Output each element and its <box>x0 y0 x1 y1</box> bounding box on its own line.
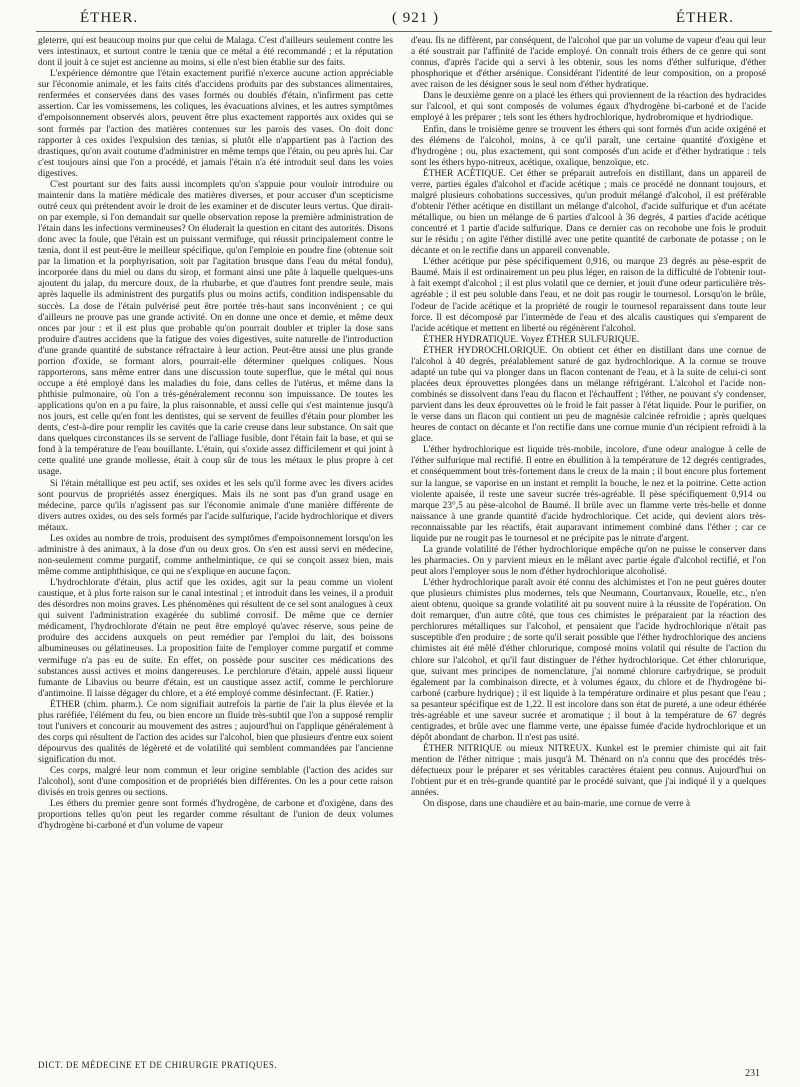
header-rule <box>36 31 772 32</box>
paragraph: L'hydrochlorate d'étain, plus actif que les oxides, agit sur la peau comme un violent caustique, et à plus forte raison sur le canal intestinal ; et introduit dans les veines, il a produit des désordres non moins graves. Les phénomènes qui résultent de ce sel sont analogues à ceux qui suivent l'administration exagérée du sublimé corrosif. De même que ce dernier médicament, l'hydrochlorate d'étain ne peut être employé qu'avec réserve, sous peine de produire des accidens auxquels on peut remédier par l'emploi du lait, des boissons albumineuses ou gélatineuses. La proposition faite de l'employer comme purgatif et comme vermifuge n'a pas eu de suite. En effet, on possède pour susciter ces médications des substances aussi actives et moins dangereuses. Le perchlorure d'étain, appelé aussi liqueur fumante de Libavius ou beurre d'étain, est un caustique assez actif, comme le perchlorure d'antimoine. Il laisse dégager du chlore, et a été employé comme désinfectant. (F. Ratier.) <box>38 578 393 699</box>
paragraph: On dispose, dans une chaudière et au bain-marie, une cornue de verre à <box>423 799 691 810</box>
paragraph: L'éther acétique pur pèse spécifiquement 0,916, ou marque 23 degrés au pèse-esprit de Baumé. Mais il est ordinairement un peu plus léger, en raison de la difficulté de l'obtenir tout-à fait exempt d'alcohol ; il est plus volatil que ce dernier, et jouit d'une odeur particulière très-agréable ; il est peu soluble dans l'eau, et ne doit pas rougir le tournesol. Lorsqu'on le brûle, l'odeur de l'acide acétique et la propriété de rougir le tournesol reparaissent dans toute leur force. Il est décomposé par l'intermède de l'eau et des alcalis caustiques qui s'emparent de l'acide acétique et mettent en liberté ou régénèrent l'alcohol. <box>411 257 766 334</box>
running-header <box>40 8 774 30</box>
right-column <box>411 36 766 1066</box>
header-right-title: ÉTHER. <box>675 10 734 26</box>
header-left-title: ÉTHER. <box>80 10 139 26</box>
paragraph: C'est pourtant sur des faits aussi incomplets qu'on s'appuie pour vouloir introduire ou maintenir dans la matière médicale des matières diverses, et pour accuser d'un scepticisme outré ceux qui prétendent avoir le droit de les examiner et de discuter leurs vertus. Que dirait-on par exemple, si l'on demandait sur quelle observation repose la première administration de l'étain dans les infections vermineuses? On éluderait la question en citant des autorités. Disons donc avec la foule, que l'étain est un puissant vermifuge, qui réussit principalement contre le tænia, dont il est peut-être le meilleur spécifique, qu'on l'emploie en poudre fine (obtenue soit par la limation et la porphyrisation, soit par l'agitation brusque dans l'eau du métal fondu), incorporée dans du miel ou dans du sirop, et formant ainsi une pâte à laquelle quelques-uns ajoutent du jalap, du mercure doux, de la rhubarbe, et que d'autres font prendre seule, mais après laquelle ils administrent des purgatifs plus ou moins actifs, condition indispensable du succès. La dose de l'étain pulvérisé peut être portée très-haut sans inconvénient ; ce qui d'ailleurs ne prouve pas une grande activité. On en donne une once et demie, et même deux onces par jour : et il est plus que probable qu'on pourrait doubler et tripler la dose sans produire d'autres accidens que la fatigue des voies digestives, suite naturelle de l'introduction d'une grande quantité de substance réfractaire à leur action. Peut-être aussi une plus grande portion d'oxide, se formant alors, pourrait-elle déterminer quelques coliques. Nous rapporterons, sans même entrer dans une discussion toute superflue, que le métal qui nous occupe a été employé dans les maladies du foie, dans celles de l'utérus, et même dans la phthisie pulmonaire, où l'on a très-généralement reconnu son impuissance. De toutes les applications qu'on en a pu faire, la plus raisonnable, et aussi celle qui s'est maintenue jusqu'à nos jours, est celle qu'en font les dentistes, qui se servent de feuilles d'étain pour plomber les dents, c'est-à-dire pour remplir les cavités que la carie creuse dans leur substance. On sait que dans quelques circonstances ils se servent de l'alliage fusible, dont l'étain fait la base, et qui se fond à la température de l'eau bouillante. L'étain, qui s'oxide assez difficilement et qui joint à cette qualité une grande mollesse, était à coup sûr de tous les métaux le plus propre à cet usage. <box>38 179 393 478</box>
paragraph: ÉTHER (chim. pharm.). Ce nom signifiait autrefois la partie de l'air la plus élevée et la plus raréfiée, l'élément du feu, ou bien encore un fluide très-subtil que l'on a supposé remplir tout l'univers et concourir au mouvement des astres ; aujourd'hui on l'applique généralement à des corps qui résultent de l'action des acides sur l'alcohol, bien que plusieurs d'entre eux soient dépourvus des qualités de légèreté et de volatilité qui semblent commandées par l'ancienne signification du mot. <box>38 699 393 766</box>
paragraph: d'eau. Ils ne diffèrent, par conséquent, de l'alcohol que par un volume de vapeur d'eau qui leur a été soustrait par l'affinité de l'acide employé. On connaît trois éthers de ce genre qui sont connus, d'après l'acide qui a servi à les obtenir, sous les noms d'éther sulfurique, d'éther phosphorique et d'éther arsénique. Considérant l'identité de leur composition, on a proposé avec raison de les désigner sous le seul nom d'éther hydratique. <box>411 36 766 91</box>
paragraph: L'éther hydrochlorique paraît avoir été connu des alchimistes et l'on ne peut guères douter que plusieurs chimistes plus modernes, tels que Neumann, Courtanvaux, Rouelle, etc., n'en aient obtenu, quoique sa grande volatilité ait pu souvent nuire à la réussite de l'opération. On doit remarquer, d'un autre côté, que tous ces chimistes le préparaient par la réaction des perchlorures métalliques sur l'alcohol, et pensaient que l'acide hydrochlorique n'était pas susceptible d'en produire ; de sorte qu'il serait possible que l'éther hydrochlorique des anciens chimistes ait été mêlé d'éther chlorurique, composé moins volatil qui résulte de l'action du chlore sur l'alcohol, et qu'il faut distinguer de l'éther hydrochlorique. Cet éther chlorurique, que, suivant mes principes de nomenclature, j'ai nommé chlorure carbydrique, se produit également par la combinaison directe, et à volumes égaux, du chlore et de l'hydrogène bi-carboné (carbure hydrique) ; il est liquide à la température ordinaire et plus pesant que l'eau ; sa pesanteur spécifique est de 1,22. Il est incolore dans son état de pureté, a une odeur éthérée très-agréable et une saveur sucrée et aromatique ; il bout à la température de 67 degrés centigrades, et brûle avec une flamme verte, une épaisse fumée d'acide hydrochlorique et un dépôt abondant de charbon. Il n'est pas usité. <box>411 578 766 743</box>
paragraph: Enfin, dans le troisième genre se trouvent les éthers qui sont formés d'un acide oxigéné et des élémens de l'alcohol, moins, à ce qu'il paraît, une certaine quantité d'oxigène et d'hydrogène ; ou, plus exactement, qui sont composés d'un acide et d'éther hydratique : tels sont les éthers hypo-nitreux, acétique, oxalique, benzoïque, etc. <box>411 124 766 168</box>
paragraph: ÉTHER HYDROCHLORIQUE. On obtient cet éther en distillant dans une cornue de l'alcohol à 40 degrés, préalablement saturé de gaz hydrochlorique. A la cornue se trouve adapté un tube qui va plonger dans un flacon contenant de l'eau, et à la suite de celui-ci sont placées deux éprouvettes plongées dans un mélange réfrigérant. L'alcohol et l'acide non-combinés se dissolvent dans l'eau du flacon et l'échauffent ; l'éther, ne pouvant s'y condenser, parvient dans les deux éprouvettes où le froid le fait passer à l'état liquide. Pour le purifier, on le verse dans un flacon qui contient un peu de magnésie calcinée refroidie ; après quelques heures de contact on décante et l'on rectifie dans une cornue munie d'un récipient refroidi à la glace. <box>411 345 766 445</box>
paragraph: Les éthers du premier genre sont formés d'hydrogène, de carbone et d'oxigène, dans des proportions telles qu'on peut les regarder comme résultant de l'union de deux volumes d'hydrogène bi-carboné et d'un volume de vapeur <box>38 799 393 832</box>
paragraph: ÉTHER NITRIQUE ou mieux NITREUX. Kunkel est le premier chimiste qui ait fait mention de l'éther nitrique ; mais jusqu'à M. Thénard on n'a connu que des procédés très-défectueux pour le préparer et ses véritables caractères étaient peu connus. Aujourd'hui on l'obtient pur et en très-grande quantité par le procédé suivant, que j'ai indiqué il y a quelques années. <box>411 744 766 799</box>
paragraph: Dans le deuxième genre on a placé les éthers qui proviennent de la réaction des hydracides sur l'alcool, et qui sont composés de volumes égaux d'hydrogène bi-carboné et de l'acide employé à les préparer ; tels sont les éthers hydrochlorique, hydrobromique et hydriodique. <box>411 91 766 124</box>
left-column <box>38 36 393 1066</box>
paragraph: Les oxides au nombre de trois, produisent des symptômes d'empoisonnement lorsqu'on les administre à des animaux, à la dose d'un ou deux gros. On s'en est aussi servi en médecine, non-seulement comme purgatif, comme anthelmintique, ce qui se conçoit assez bien, mais même comme antiphthisique, ce qui ne s'explique en aucune façon. <box>38 533 393 577</box>
header-page-ref: ( 921 ) <box>392 10 439 26</box>
paragraph: Ces corps, malgré leur nom commun et leur origine semblable (l'action des acides sur l'alcohol), sont d'une composition et de propriétés bien différentes. On les a pour cette raison divisés en trois genres ou sections. <box>38 766 393 799</box>
paragraph: Si l'étain métallique est peu actif, ses oxides et les sels qu'il forme avec les divers acides sont pourvus de propriétés assez énergiques. Mais ils ne sont pas d'un grand usage en médecine, parce qu'ils n'agissent pas sur l'économie animale d'une manière différente de divers autres oxides, ou des sels formés par l'acide sulfurique, l'acide hydrochlorique et divers métaux. <box>38 478 393 533</box>
paragraph: L'expérience démontre que l'étain exactement purifié n'exerce aucune action appréciable sur l'économie animale, et les faits cités d'accidens produits par des substances alimentaires, renfermées et conservées dans des vases formés ou doublés d'étain, n'infirment pas cette assertion. Car les vomissemens, les coliques, les évacuations alvines, et les autres symptômes d'empoisonnement observés alors, peuvent être plus exactement rapportés aux oxides qui se sont formés par l'action des matières contenues sur les parois des vases. On doit donc rapporter à ces oxides l'expulsion des tænias, si plutôt elle n'appartient pas à l'action des drastiques, qu'on avait coutume d'administrer en même temps que l'étain, ou peu après lui. Car c'est toujours ainsi que l'on a procédé, et jamais l'étain n'a été introduit seul dans les voies digestives. <box>38 69 393 179</box>
paragraph: La grande volatilité de l'éther hydrochlorique empêche qu'on ne puisse le conserver dans les pharmacies. On y parvient mieux en le mêlant avec partie égale d'alcohol rectifié, et l'on peut alors l'employer sous le nom d'éther hydrochlorique alcoholisé. <box>411 544 766 577</box>
paragraph: ÉTHER ACÉTIQUE. Cet éther se préparait autrefois en distillant, dans un appareil de verre, parties égales d'alcohol et d'acide acétique ; mais ce procédé ne donnant toujours, et malgré plusieurs cohobations successives, qu'un produit mélangé d'alcohol, il est préférable d'obtenir l'éther acétique en distillant un mélange d'alcohol, d'acide sulfurique et d'un acétate métallique, ou bien un mélange de 6 parties d'alcool à 36 degrés, 4 parties d'acide acétique concentré et 1 partie d'acide sulfurique. Dans ce dernier cas on recohobe une fois le produit sur le résidu ; on agite l'éther distillé avec une petite quantité de carbonate de potasse ; on le décante et on le rectifie dans un appareil convenable. <box>411 168 766 257</box>
footer-dictionary-title: DICT. DE MÉDECINE ET DE CHIRURGIE PRATIQUES. <box>38 1060 278 1070</box>
paragraph: L'éther hydrochlorique est liquide très-mobile, incolore, d'une odeur analogue à celle de l'éther sulfurique mal rectifié. Il entre en ébullition à la température de 12 degrés centigrades, et conséquemment bout très-fortement dans le creux de la main ; il bout encore plus fortement sur la langue, se vaporise en un instant et remplit la bouche, le nez et la poitrine. Cette action violente apaisée, il reste une saveur sucrée très-agréable. Il pèse spécifiquement 0,914 ou marque 23°,5 au pèse-alcohol de Baumé. Il brûle avec un flamme verte très-belle et donne naissance à une grande quantité d'acide hydrochlorique. Cet acide, qui devient alors très-reconnaissable par les réactifs, était auparavant intimement combiné dans l'éther ; car ce liquide pur ne rougit pas le tournesol et ne précipite pas le nitrate d'argent. <box>411 445 766 544</box>
paragraph: ÉTHER HYDRATIQUE. Voyez ÉTHER SULFURIQUE. <box>423 334 640 345</box>
paragraph: gleterre, qui est beaucoup moins pur que celui de Malaga. C'est d'ailleurs seulement contre les vers intestinaux, et surtout contre le tænia que ce métal a été recommandé ; et la réputation dont il jouit à ce sujet est ancienne au moins, si elle n'est bien établie sur des faits. <box>38 36 393 69</box>
page-number: 231 <box>745 1068 760 1079</box>
